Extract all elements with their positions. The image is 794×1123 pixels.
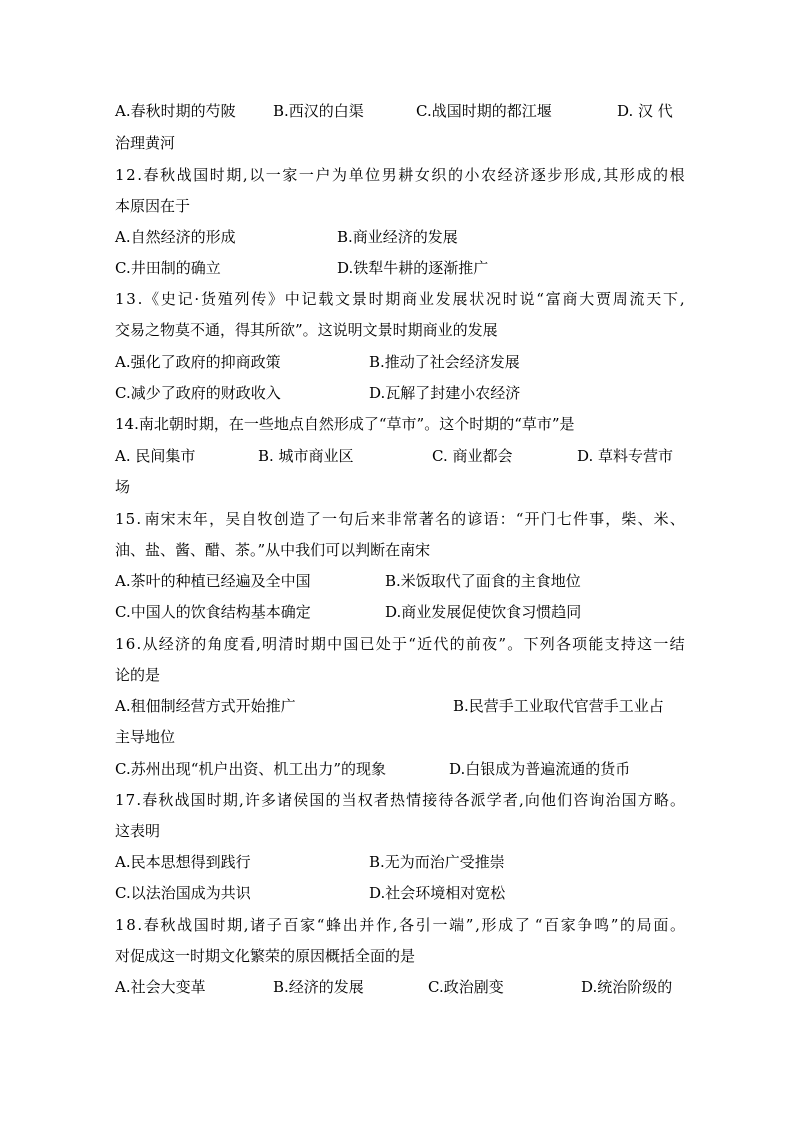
q18-option-c: C.政治剧变 [428,978,504,996]
q13-option-d: D.瓦解了封建小农经济 [369,384,521,402]
q16-stem-line2: 论的是 [115,666,161,684]
q14-option-b: B. 城市商业区 [258,447,354,465]
q12-options-row1 [115,227,685,247]
q13-options-row1 [115,352,685,372]
q16-options-row2 [115,759,685,779]
q14-stem-line1: 14.南北朝时期，在一些地点自然形成了“草市”。这个时期的“草市”是 [115,415,575,433]
q14-option-d: D. 草料专营市 [577,447,674,465]
q17-stem-line1: 1 7 . 春 秋 战 国 时 期 , 许 多 诸 侯 国 的 当 权 者 热 情 接 待 各 派 学 者 , 向 他 们 咨 询 治 国 方 略 。 [115,791,685,809]
q18-option-d: D.统治阶级的 [581,978,673,996]
q11-option-a: A.春秋时期的芍陂 [115,102,236,120]
q17-options-row2 [115,883,685,903]
q12-options-row2 [115,258,685,278]
q15-option-c: C.中国人的饮食结构基本确定 [115,603,311,621]
q15-option-a: A.茶叶的种植已经遍及全中国 [115,572,311,590]
q17-stem-line2: 这表明 [115,822,161,840]
q18-stem-line1: 1 8 . 春 秋 战 国 时 期 , 诸 子 百 家 “ 蜂 出 并 作 , 各 引 一 端 ” , 形 成 了 “ 百 家 争 鸣 ” 的 局 面 。 [115,916,685,934]
q16-option-c: C.苏州出现“机户出资、机工出力”的现象 [115,760,387,778]
q17-option-b: B.无为而治广受推崇 [369,853,505,871]
q14-option-c: C. 商业都会 [432,447,513,465]
q12-option-c: C.井田制的确立 [115,259,221,277]
q15-options-row2 [115,602,685,622]
q11-option-d: D. 汉 代 [617,102,673,120]
q16-option-b: B.民营手工业取代官营手工业占 [453,697,664,715]
q13-stem-line2: 交易之物莫不通，得其所欲”。这说明文景时期商业的发展 [115,321,498,339]
q16-options-row1 [115,696,685,716]
q13-options-row2 [115,383,685,403]
q14-option-a: A. 民间集市 [115,447,196,465]
q15-option-b: B.米饭取代了面食的主食地位 [385,572,581,590]
q17-option-a: A.民本思想得到践行 [115,853,251,871]
q14-option-d-continued: 场 [115,478,131,496]
q16-option-d: D.白银成为普遍流通的货币 [449,760,631,778]
q17-option-c: C.以法治国成为共识 [115,884,251,902]
q12-stem-line1: 1 2 . 春 秋 战 国 时 期 , 以 一 家 一 户 为 单 位 男 耕 女 织 的 小 农 经 济 逐 步 形 成 , 其 形 成 的 根 [115,166,685,184]
q18-options-row [115,977,685,997]
q12-option-a: A.自然经济的形成 [115,228,236,246]
q14-options-row [115,446,685,466]
q11-options-row [115,101,685,121]
q16-option-b-continued: 主导地位 [115,728,176,746]
q13-option-c: C.减少了政府的财政收入 [115,384,281,402]
q16-stem-line1: 1 6 . 从 经 济 的 角 度 看 , 明 清 时 期 中 国 已 处 于 “ 近 代 的 前 夜 ” 。 下 列 各 项 能 支 持 这 一 结 [115,635,685,653]
q13-option-a: A.强化了政府的抑商政策 [115,353,281,371]
q11-option-b: B.西汉的白渠 [273,102,364,120]
q13-option-b: B.推动了社会经济发展 [369,353,520,371]
q15-option-d: D.商业发展促使饮食习惯趋同 [385,603,582,621]
q18-stem-line2: 对促成这一时期文化繁荣的原因概括全面的是 [115,947,416,965]
q11-option-d-continued: 治理黄河 [115,134,176,152]
q12-option-b: B.商业经济的发展 [337,228,458,246]
q13-stem-line1: 1 3 . 《 史 记 · 货 殖 列 传 》 中 记 载 文 景 时 期 商 业 发 展 状 况 时 说 “ 富 商 大 贾 周 流 天 下 , [115,290,685,308]
q12-stem-line2: 本原因在于 [115,197,191,215]
q17-options-row1 [115,852,685,872]
q12-option-d: D.铁犁牛耕的逐渐推广 [337,259,489,277]
q11-option-c: C.战国时期的都江堰 [416,102,552,120]
q18-option-a: A.社会大变革 [115,978,206,996]
q15-stem-line2: 油、盐、酱、醋、茶。”从中我们可以判断在南宋 [115,541,431,559]
q15-stem-line1: 1 5 . 南 宋 末 年 ， 吴 自 牧 创 造 了 一 句 后 来 非 常 著 名 的 谚 语 ： “ 开 门 七 件 事 ， 柴 、 米 、 [115,510,685,528]
q16-option-a: A.租佃制经营方式开始推广 [115,697,296,715]
q15-options-row1 [115,571,685,591]
q18-option-b: B.经济的发展 [273,978,364,996]
q17-option-d: D.社会环境相对宽松 [369,884,506,902]
